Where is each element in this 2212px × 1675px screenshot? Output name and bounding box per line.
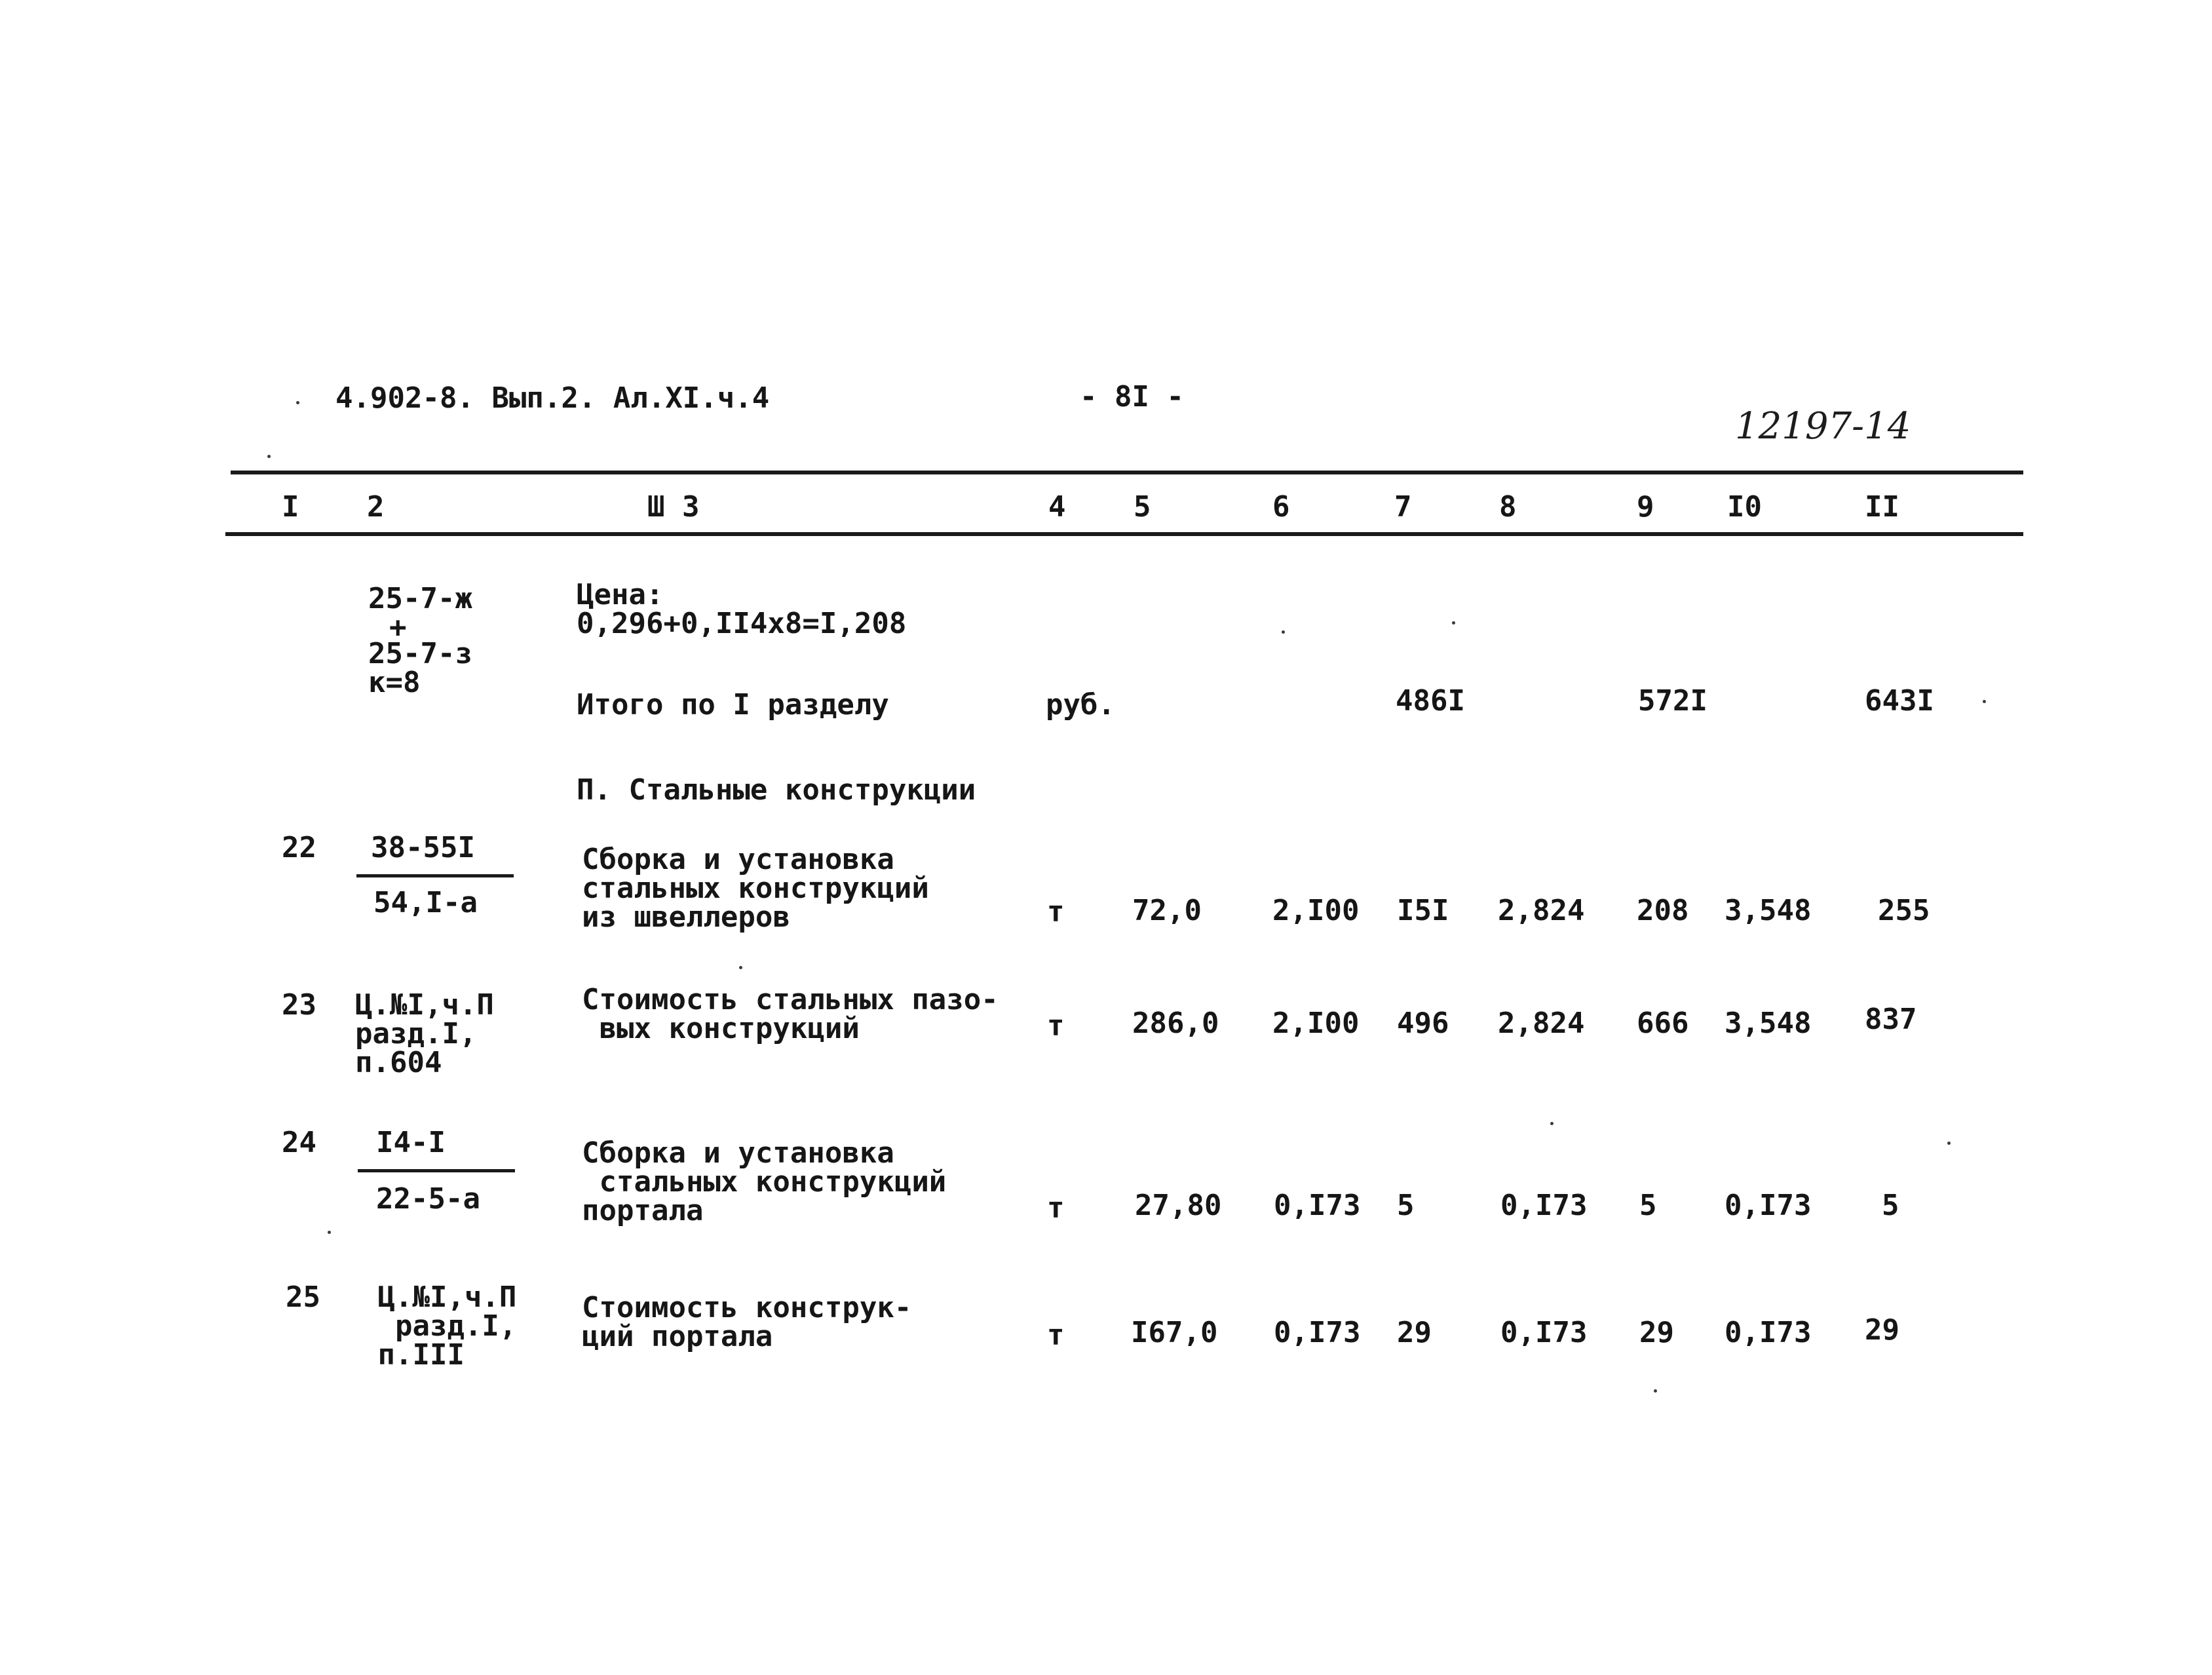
- description-line: стальных конструкций: [582, 872, 929, 905]
- subtotal-col9: 572I: [1638, 684, 1707, 718]
- scan-speck: [1983, 700, 1986, 703]
- cell-col8: 0,I73: [1500, 1316, 1588, 1349]
- description-line: из швеллеров: [582, 900, 790, 934]
- cell-col10: 3,548: [1725, 1007, 1812, 1040]
- description-line: вых конструкций: [582, 1012, 860, 1045]
- cell-col9: 208: [1637, 894, 1689, 927]
- row-number: 24: [282, 1126, 316, 1159]
- scan-speck: [267, 455, 271, 458]
- cell-col10: 0,I73: [1725, 1189, 1812, 1222]
- column-header-4: 4: [1048, 490, 1066, 524]
- price-label: Цена:: [577, 578, 664, 611]
- code-line: Ц.№I,ч.П: [360, 1280, 517, 1314]
- cell-col6: 0,I73: [1274, 1316, 1361, 1349]
- cell-col6: 0,I73: [1274, 1189, 1361, 1222]
- scan-speck: [1654, 1389, 1657, 1393]
- description-line: портала: [582, 1194, 704, 1227]
- cell-col8: 2,824: [1498, 894, 1585, 927]
- scan-speck: [1947, 1142, 1951, 1145]
- code-divider: [358, 1169, 515, 1172]
- description-line: Стоимость конструк-: [582, 1291, 912, 1324]
- description-line: Сборка и установка: [582, 1136, 894, 1170]
- code-line: разд.I,: [360, 1309, 517, 1343]
- subtotal-label: Итого по I разделу: [577, 688, 889, 722]
- column-header-5: 5: [1134, 490, 1151, 524]
- cell-col7: 5: [1397, 1189, 1415, 1222]
- unit-cell: т: [1047, 1191, 1065, 1225]
- column-header-10: I0: [1727, 490, 1762, 524]
- cell-col11: 255: [1878, 894, 1930, 927]
- unit-cell: т: [1047, 1319, 1065, 1352]
- price-formula: 0,296+0,II4x8=I,208: [577, 607, 907, 640]
- code-divider: [356, 874, 514, 877]
- row-number: 23: [282, 988, 316, 1022]
- price-code-line: 25-7-ж: [368, 582, 472, 615]
- code-top: I4-I: [376, 1126, 446, 1159]
- section-title: П. Стальные конструкции: [577, 773, 976, 807]
- subtotal-col11: 643I: [1865, 684, 1934, 718]
- cell-col5: I67,0: [1131, 1316, 1218, 1349]
- price-code-line: 25-7-з: [368, 637, 472, 670]
- cell-col7: 29: [1397, 1316, 1432, 1349]
- code-top: 38-55I: [371, 831, 475, 864]
- price-code-line: к=8: [368, 666, 421, 699]
- document-reference: 4.902-8. Вып.2. Ал.XI.ч.4: [335, 381, 770, 415]
- scan-speck: [1550, 1122, 1554, 1125]
- cell-col9: 666: [1637, 1007, 1689, 1040]
- page-number: - 8I -: [1080, 380, 1184, 414]
- row-number: 22: [282, 831, 316, 864]
- cell-col5: 27,80: [1135, 1189, 1222, 1222]
- description-line: Стоимость стальных пазо-: [582, 983, 999, 1016]
- unit-cell: т: [1047, 1009, 1065, 1043]
- cell-col5: 72,0: [1132, 894, 1202, 927]
- price-code-line: +: [389, 611, 407, 644]
- cell-col9: 5: [1639, 1189, 1657, 1222]
- cell-col11: 29: [1865, 1313, 1899, 1347]
- column-header-1: I: [282, 490, 299, 524]
- column-header-9: 9: [1637, 490, 1654, 524]
- column-header-2: 2: [367, 490, 385, 524]
- cell-col11: 5: [1882, 1189, 1899, 1222]
- cell-col10: 3,548: [1725, 894, 1812, 927]
- cell-col11: 837: [1865, 1003, 1917, 1036]
- column-header-3: Ш 3: [647, 490, 700, 524]
- row-number: 25: [286, 1280, 320, 1314]
- table-header-rule: [225, 532, 2023, 536]
- cell-col8: 0,I73: [1500, 1189, 1588, 1222]
- cell-col6: 2,I00: [1272, 1007, 1360, 1040]
- handwritten-code: 12197-14: [1735, 405, 1911, 448]
- description-line: стальных конструкций: [582, 1165, 947, 1199]
- code-line: разд.I,: [355, 1017, 477, 1050]
- column-header-7: 7: [1394, 490, 1412, 524]
- unit-cell: т: [1047, 895, 1065, 929]
- description-line: Сборка и установка: [582, 843, 894, 876]
- code-line: Ц.№I,ч.П: [355, 988, 494, 1022]
- code-line: п.604: [355, 1046, 442, 1079]
- scan-speck: [739, 966, 742, 969]
- cell-col10: 0,I73: [1725, 1316, 1812, 1349]
- column-header-8: 8: [1499, 490, 1517, 524]
- code-bottom: 54,I-а: [373, 886, 478, 919]
- cell-col5: 286,0: [1132, 1007, 1219, 1040]
- column-header-6: 6: [1272, 490, 1290, 524]
- scan-speck: [1452, 621, 1455, 625]
- scan-speck: [328, 1231, 331, 1234]
- cell-col6: 2,I00: [1272, 894, 1360, 927]
- code-line: п.III: [360, 1338, 465, 1372]
- subtotal-unit: руб.: [1046, 688, 1115, 722]
- table-top-rule: [231, 471, 2023, 474]
- cell-col9: 29: [1639, 1316, 1674, 1349]
- column-header-11: II: [1865, 490, 1899, 524]
- subtotal-col7: 486I: [1396, 684, 1465, 718]
- cell-col7: 496: [1397, 1007, 1449, 1040]
- description-line: ций портала: [582, 1320, 773, 1353]
- code-bottom: 22-5-а: [376, 1182, 480, 1216]
- scan-speck: [1282, 630, 1285, 634]
- cell-col8: 2,824: [1498, 1007, 1585, 1040]
- scan-speck: [296, 401, 299, 404]
- cell-col7: I5I: [1397, 894, 1449, 927]
